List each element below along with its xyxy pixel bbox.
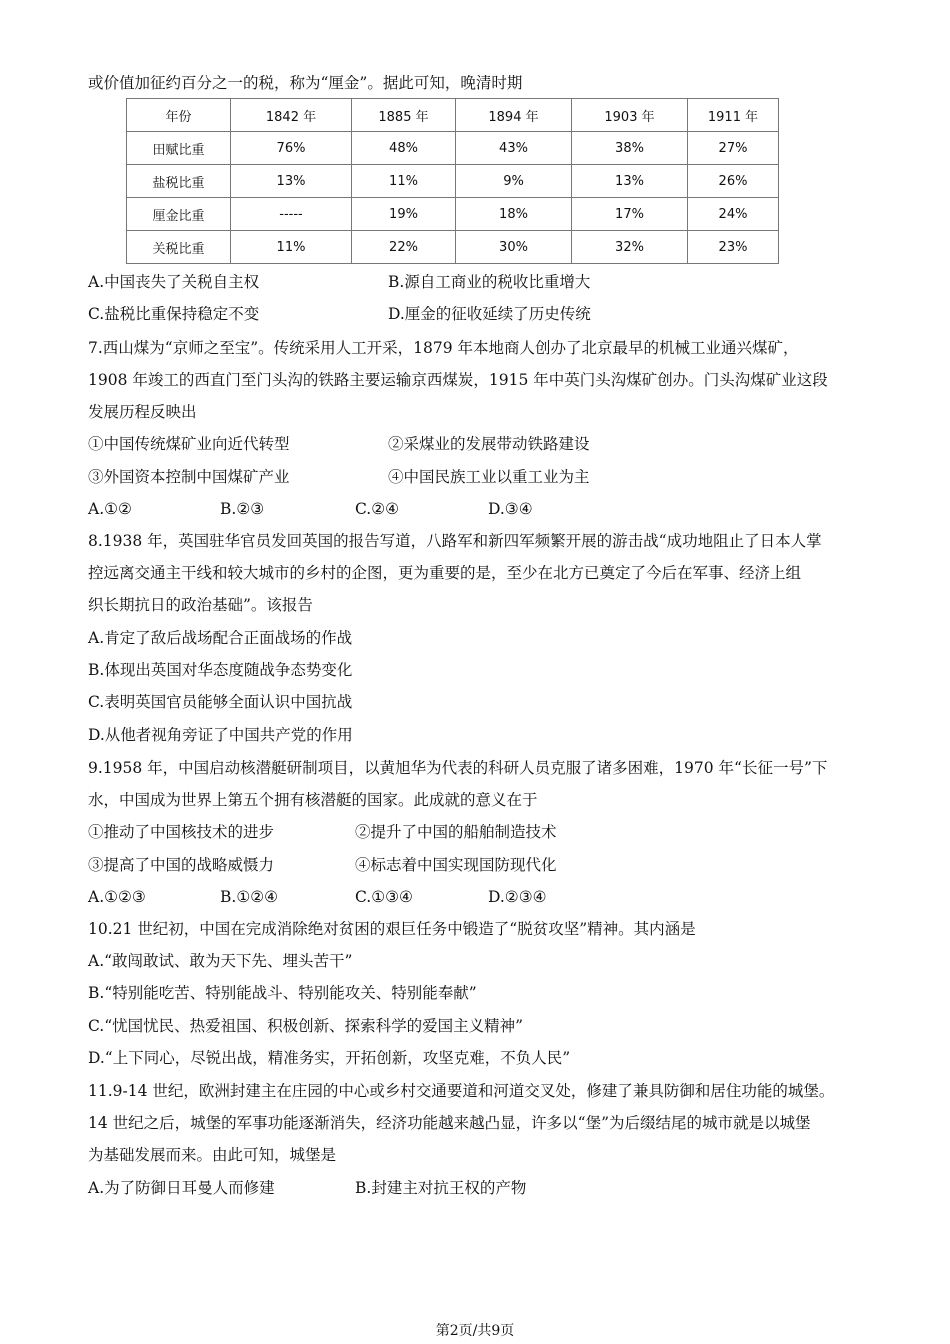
table-cell: 32%	[572, 231, 688, 264]
q11-option-b: B.封建主对抗王权的产物	[355, 1179, 527, 1197]
table-header-cell: 1903 年	[572, 99, 688, 132]
table-cell: 24%	[688, 198, 779, 231]
q10-option-b: B.“特别能吃苦、特别能战斗、特别能攻关、特别能奉献”	[88, 984, 477, 1002]
q6-option-c: C.盐税比重保持稳定不变	[88, 305, 260, 323]
table-cell: 9%	[456, 165, 572, 198]
q7-statement-4: ④中国民族工业以重工业为主	[388, 468, 590, 486]
table-cell: 盐税比重	[127, 165, 231, 198]
q11-option-a: A.为了防御日耳曼人而修建	[88, 1179, 275, 1197]
q7-stem-line: 7.西山煤为“京师之至宝”。传统采用人工开采，1879 年本地商人创办了北京最早的机械工业通兴煤矿，	[88, 339, 799, 357]
table-header-cell: 1885 年	[352, 99, 456, 132]
q8-option-a: A.肯定了敌后战场配合正面战场的作战	[88, 629, 353, 647]
table-header-cell: 1842 年	[231, 99, 352, 132]
q6-option-b: B.源自工商业的税收比重增大	[388, 273, 591, 291]
q6-option-d: D.厘金的征收延续了历史传统	[388, 305, 591, 323]
q7-stem-line: 发展历程反映出	[88, 403, 197, 421]
table-cell: -----	[231, 198, 352, 231]
q7-option-c: C.②④	[355, 500, 400, 518]
table-cell: 43%	[456, 132, 572, 165]
table-cell: 11%	[231, 231, 352, 264]
q8-stem-line: 8.1938 年，英国驻华官员发回英国的报告写道，八路军和新四军频繁开展的游击战“成功地阻止了日本人掌	[88, 532, 822, 550]
table-cell: 18%	[456, 198, 572, 231]
table-header-row	[127, 99, 779, 132]
q8-option-c: C.表明英国官员能够全面认识中国抗战	[88, 693, 353, 711]
q7-option-a: A.①②	[88, 500, 132, 518]
table-cell: 17%	[572, 198, 688, 231]
table-cell: 22%	[352, 231, 456, 264]
tax-ratio-table	[126, 98, 779, 264]
q9-option-c: C.①③④	[355, 888, 413, 906]
q9-statement-2: ②提升了中国的船舶制造技术	[355, 823, 557, 841]
table-cell: 19%	[352, 198, 456, 231]
table-cell: 30%	[456, 231, 572, 264]
q11-stem-line: 14 世纪之后，城堡的军事功能逐渐消失，经济功能越来越凸显，许多以“堡”为后缀结尾的城市就是以城堡	[88, 1114, 811, 1132]
q7-statement-2: ②采煤业的发展带动铁路建设	[388, 435, 590, 453]
q9-option-d: D.②③④	[488, 888, 547, 906]
q6-option-a: A.中国丧失了关税自主权	[88, 273, 260, 291]
q11-stem-line: 为基础发展而来。由此可知，城堡是	[88, 1146, 337, 1164]
table-cell: 76%	[231, 132, 352, 165]
table-cell: 27%	[688, 132, 779, 165]
q7-option-d: D.③④	[488, 500, 533, 518]
q9-statement-1: ①推动了中国核技术的进步	[88, 823, 275, 841]
q10-option-c: C.“忧国忧民、热爱祖国、积极创新、探索科学的爱国主义精神”	[88, 1017, 524, 1035]
q9-statement-3: ③提高了中国的战略威慑力	[88, 856, 275, 874]
intro-text: 或价值加征约百分之一的税，称为“厘金”。据此可知，晚清时期	[88, 74, 523, 92]
page-number: 第2页/共9页	[435, 1323, 515, 1339]
q10-stem: 10.21 世纪初，中国在完成消除绝对贫困的艰巨任务中锻造了“脱贫攻坚”精神。其内涵是	[88, 920, 696, 938]
q9-option-b: B.①②④	[220, 888, 279, 906]
table-cell: 38%	[572, 132, 688, 165]
table-header-cell: 年份	[127, 99, 231, 132]
q8-option-b: B.体现出英国对华态度随战争态势变化	[88, 661, 353, 679]
q9-statement-4: ④标志着中国实现国防现代化	[355, 856, 557, 874]
q7-statement-3: ③外国资本控制中国煤矿产业	[88, 468, 290, 486]
table-cell: 23%	[688, 231, 779, 264]
q9-stem-line: 水，中国成为世界上第五个拥有核潜艇的国家。此成就的意义在于	[88, 791, 538, 809]
table-cell: 26%	[688, 165, 779, 198]
table-cell: 13%	[572, 165, 688, 198]
table-cell: 田赋比重	[127, 132, 231, 165]
table-row	[127, 165, 779, 198]
q9-stem-line: 9.1958 年，中国启动核潜艇研制项目，以黄旭华为代表的科研人员克服了诸多困难，1970 年“长征一号”下	[88, 759, 828, 777]
q8-option-d: D.从他者视角旁证了中国共产党的作用	[88, 726, 353, 744]
table-cell: 厘金比重	[127, 198, 231, 231]
table-cell: 48%	[352, 132, 456, 165]
table-row	[127, 198, 779, 231]
table-row	[127, 231, 779, 264]
q8-stem-line: 织长期抗日的政治基础”。该报告	[88, 596, 313, 614]
table-row	[127, 132, 779, 165]
table-cell: 11%	[352, 165, 456, 198]
q7-option-b: B.②③	[220, 500, 265, 518]
q9-option-a: A.①②③	[88, 888, 146, 906]
q10-option-a: A.“敢闯敢试、敢为天下先、埋头苦干”	[88, 952, 353, 970]
q10-option-d: D.“上下同心，尽锐出战，精准务实，开拓创新，攻坚克难，不负人民”	[88, 1049, 571, 1067]
table-cell: 13%	[231, 165, 352, 198]
q7-statement-1: ①中国传统煤矿业向近代转型	[88, 435, 290, 453]
q8-stem-line: 控远离交通主干线和较大城市的乡村的企图，更为重要的是，至少在北方已奠定了今后在军事、经济上组	[88, 564, 802, 582]
table-cell: 关税比重	[127, 231, 231, 264]
table-header-cell: 1894 年	[456, 99, 572, 132]
table-header-cell: 1911 年	[688, 99, 779, 132]
q11-stem-line: 11.9-14 世纪，欧洲封建主在庄园的中心或乡村交通要道和河道交叉处，修建了兼具防御和居住功能的城堡。	[88, 1082, 835, 1100]
q7-stem-line: 1908 年竣工的西直门至门头沟的铁路主要运输京西煤炭，1915 年中英门头沟煤矿创办。门头沟煤矿业这段	[88, 371, 828, 389]
